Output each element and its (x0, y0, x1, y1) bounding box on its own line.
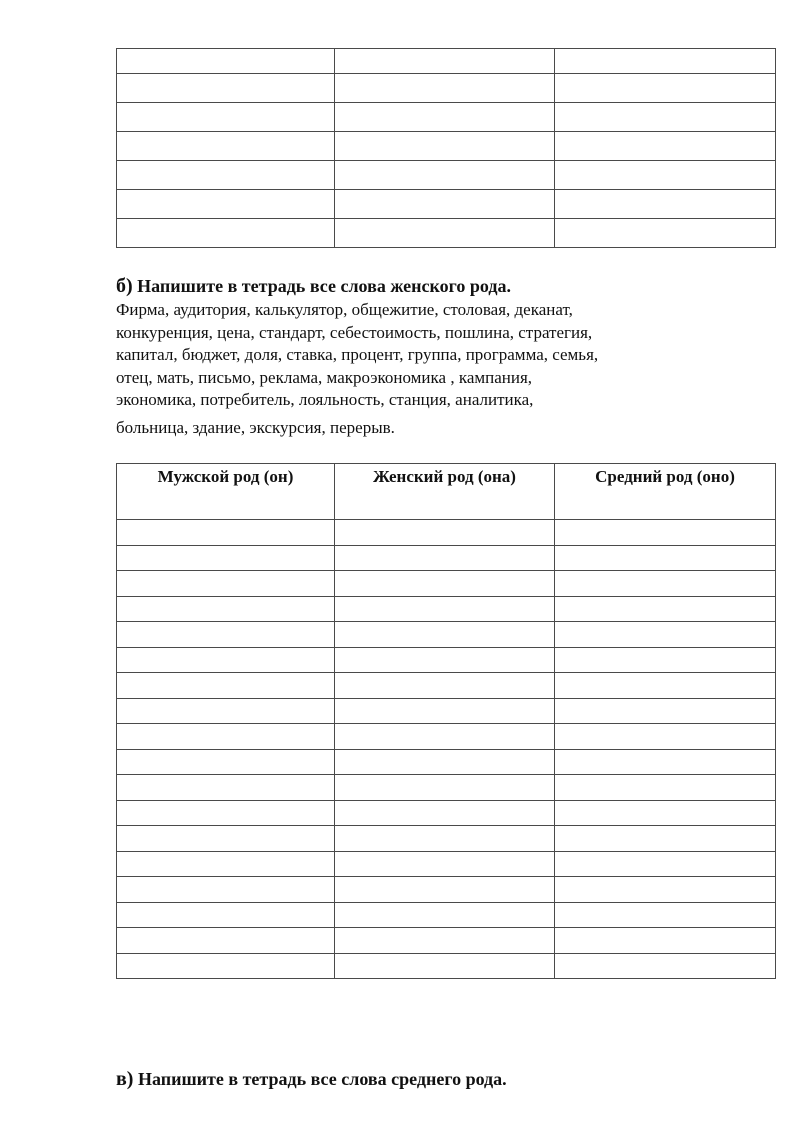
table-row (117, 826, 776, 852)
empty-answer-cell[interactable] (117, 724, 335, 750)
table-row (117, 190, 776, 219)
empty-answer-cell[interactable] (335, 103, 555, 132)
table-row (117, 520, 776, 546)
empty-answer-cell[interactable] (335, 161, 555, 190)
answer-table-top-body (117, 49, 776, 248)
word-list (116, 299, 716, 440)
empty-answer-cell[interactable] (335, 877, 555, 903)
gender-classification-table (116, 463, 776, 979)
empty-answer-cell[interactable] (117, 596, 335, 622)
empty-answer-cell[interactable] (555, 647, 776, 673)
table-row (117, 161, 776, 190)
empty-answer-cell[interactable] (117, 647, 335, 673)
empty-answer-cell[interactable] (335, 698, 555, 724)
empty-answer-cell[interactable] (335, 520, 555, 546)
table-header-row (117, 464, 776, 520)
empty-answer-cell[interactable] (117, 545, 335, 571)
table-row (117, 103, 776, 132)
empty-answer-cell[interactable] (117, 877, 335, 903)
table-row (117, 647, 776, 673)
empty-answer-cell[interactable] (117, 571, 335, 597)
empty-answer-cell[interactable] (555, 190, 776, 219)
empty-answer-cell[interactable] (335, 190, 555, 219)
table-row (117, 596, 776, 622)
empty-answer-cell[interactable] (117, 953, 335, 979)
column-header-neuter: Средний род (оно) (555, 464, 776, 520)
empty-answer-cell[interactable] (335, 749, 555, 775)
table-row (117, 74, 776, 103)
column-header-feminine: Женский род (она) (335, 464, 555, 520)
empty-answer-cell[interactable] (335, 775, 555, 801)
empty-answer-cell[interactable] (555, 800, 776, 826)
table-row (117, 698, 776, 724)
table-row (117, 219, 776, 248)
table-row (117, 622, 776, 648)
empty-answer-cell[interactable] (117, 622, 335, 648)
gender-classification-table-body (117, 520, 776, 979)
word-list-line: конкуренция, цена, стандарт, себестоимость, пошлина, стратегия, (116, 322, 593, 342)
word-list-line: экономика, потребитель, лояльность, станция, аналитика, (116, 390, 534, 410)
empty-answer-cell[interactable] (335, 219, 555, 248)
empty-answer-cell[interactable] (555, 161, 776, 190)
empty-answer-cell[interactable] (117, 749, 335, 775)
empty-answer-cell[interactable] (555, 698, 776, 724)
empty-answer-cell[interactable] (555, 902, 776, 928)
empty-answer-cell[interactable] (117, 826, 335, 852)
empty-answer-cell[interactable] (555, 219, 776, 248)
table-row (117, 545, 776, 571)
section-v-title: Напишите в тетрадь все слова среднего рода. (137, 1069, 507, 1089)
empty-answer-cell[interactable] (555, 545, 776, 571)
section-b-title: Напишите в тетрадь все слова женского рода. (137, 276, 511, 296)
section-b-letter: б) (116, 275, 133, 297)
empty-answer-cell[interactable] (117, 49, 335, 74)
empty-answer-cell[interactable] (555, 877, 776, 903)
empty-answer-cell[interactable] (335, 928, 555, 954)
empty-answer-cell[interactable] (335, 622, 555, 648)
empty-answer-cell[interactable] (117, 775, 335, 801)
table-row (117, 851, 776, 877)
empty-answer-cell[interactable] (555, 775, 776, 801)
table-row (117, 877, 776, 903)
empty-answer-cell[interactable] (335, 596, 555, 622)
empty-answer-cell[interactable] (335, 902, 555, 928)
empty-answer-cell[interactable] (335, 724, 555, 750)
table-row (117, 928, 776, 954)
table-row (117, 902, 776, 928)
empty-answer-cell[interactable] (555, 571, 776, 597)
empty-answer-cell[interactable] (335, 132, 555, 161)
table-row (117, 571, 776, 597)
empty-answer-cell[interactable] (117, 673, 335, 699)
empty-answer-cell[interactable] (555, 132, 776, 161)
section-v-heading (116, 1068, 507, 1091)
answer-table-top (116, 48, 776, 248)
empty-answer-cell[interactable] (117, 698, 335, 724)
table-row (117, 953, 776, 979)
table-row (117, 49, 776, 74)
table-row (117, 724, 776, 750)
section-v-letter: в) (116, 1068, 134, 1090)
empty-answer-cell[interactable] (117, 74, 335, 103)
table-row (117, 673, 776, 699)
empty-answer-cell[interactable] (117, 928, 335, 954)
empty-answer-cell[interactable] (555, 74, 776, 103)
table-row (117, 749, 776, 775)
empty-answer-cell[interactable] (555, 826, 776, 852)
empty-answer-cell[interactable] (335, 826, 555, 852)
empty-answer-cell[interactable] (555, 49, 776, 74)
empty-answer-cell[interactable] (117, 902, 335, 928)
empty-answer-cell[interactable] (335, 647, 555, 673)
empty-answer-cell[interactable] (117, 161, 335, 190)
empty-answer-cell[interactable] (555, 749, 776, 775)
empty-answer-cell[interactable] (335, 571, 555, 597)
empty-answer-cell[interactable] (555, 673, 776, 699)
empty-answer-cell[interactable] (117, 520, 335, 546)
empty-answer-cell[interactable] (117, 800, 335, 826)
empty-answer-cell[interactable] (117, 851, 335, 877)
empty-answer-cell[interactable] (555, 724, 776, 750)
empty-answer-cell[interactable] (555, 622, 776, 648)
empty-answer-cell[interactable] (117, 132, 335, 161)
empty-answer-cell[interactable] (335, 545, 555, 571)
empty-answer-cell[interactable] (117, 219, 335, 248)
empty-answer-cell[interactable] (335, 953, 555, 979)
empty-answer-cell[interactable] (335, 851, 555, 877)
table-row (117, 800, 776, 826)
table-row (117, 775, 776, 801)
empty-answer-cell[interactable] (335, 74, 555, 103)
word-list-line: отец, мать, письмо, реклама, макроэкономика , кампания, (116, 367, 533, 387)
empty-answer-cell[interactable] (117, 190, 335, 219)
empty-answer-cell[interactable] (117, 103, 335, 132)
word-list-line: капитал, бюджет, доля, ставка, процент, группа, программа, семья, (116, 345, 599, 365)
empty-answer-cell[interactable] (335, 673, 555, 699)
empty-answer-cell[interactable] (555, 103, 776, 132)
empty-answer-cell[interactable] (555, 520, 776, 546)
empty-answer-cell[interactable] (555, 953, 776, 979)
empty-answer-cell[interactable] (555, 596, 776, 622)
empty-answer-cell[interactable] (335, 49, 555, 74)
word-list-line: Фирма, аудитория, калькулятор, общежитие, столовая, деканат, (116, 300, 573, 319)
column-header-masculine: Мужской род (он) (117, 464, 335, 520)
word-list-line: больница, здание, экскурсия, перерыв. (116, 417, 395, 437)
empty-answer-cell[interactable] (555, 928, 776, 954)
empty-answer-cell[interactable] (555, 851, 776, 877)
table-row (117, 132, 776, 161)
empty-answer-cell[interactable] (335, 800, 555, 826)
section-b-heading (116, 275, 511, 298)
